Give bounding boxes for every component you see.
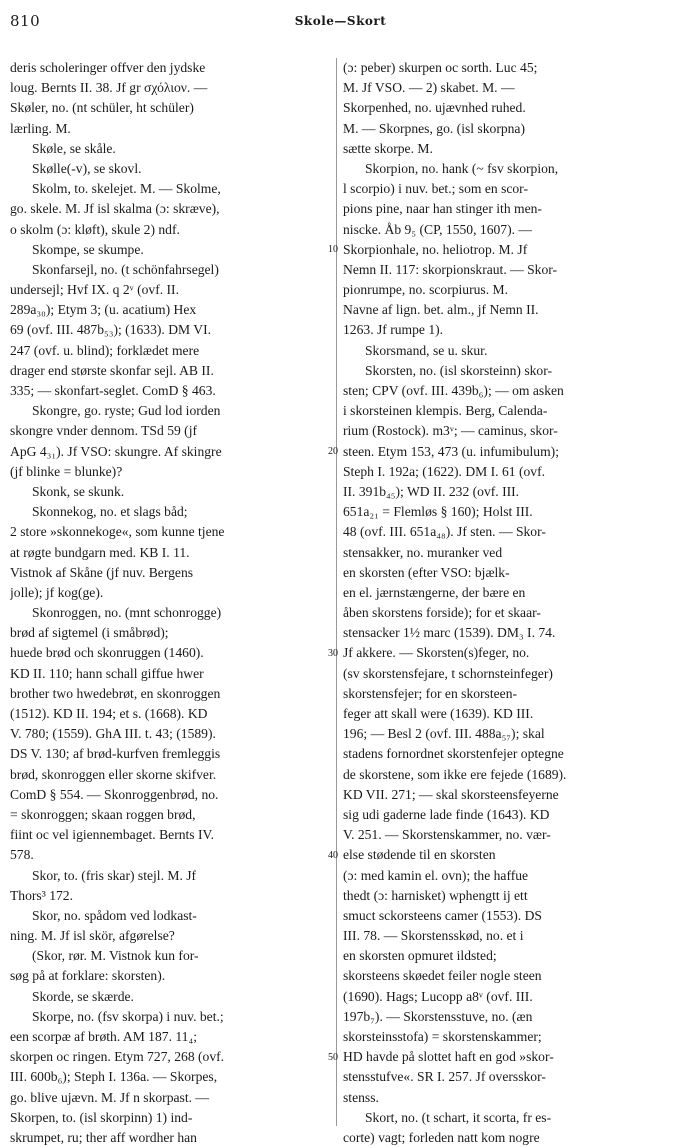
text-line: Skonnekog, no. et slags båd;: [32, 504, 188, 520]
text-line: 335; — skonfart-seglet. ComD § 463.: [10, 383, 216, 398]
text-line: Skor, no. spådom ved lodkast-: [32, 907, 197, 923]
text-line: Skongre, go. ryste; Gud lod iorden: [32, 403, 221, 419]
text-line: III. 600b₆); Steph I. 136a. — Skorpes,: [10, 1069, 218, 1085]
text-line: Skøler, no. (nt schüler, ht schüler): [10, 100, 194, 116]
text-line: brother two hwedebrøt, en skonroggen: [10, 685, 221, 701]
line-number: 20: [328, 445, 338, 457]
text-line: skorsteens skøedet feiler nogle steen: [343, 968, 542, 984]
text-line: 247 (ovf. u. blind); forklædet mere: [10, 342, 200, 358]
text-line: pions pine, naar han stinger ith men-: [343, 201, 542, 217]
text-line: rium (Rostock). m3ᵛ; — caminus, skor-: [343, 423, 558, 439]
text-line: Skølle(-v), se skovl.: [32, 160, 142, 176]
text-line: skorsteinsstofa) = skorstenskammer;: [343, 1029, 542, 1044]
text-line: steen. Etym 153, 473 (u. infumibulum);: [343, 443, 559, 459]
text-line: een scorpæ af brøth. AM 187. 11₄;: [10, 1029, 197, 1044]
text-line: Vistnok af Skåne (jf nuv. Bergens: [10, 564, 194, 580]
page-header: [0, 0, 681, 40]
text-line: søg på at forklare: skorsten).: [10, 968, 166, 984]
text-line: thedt (ɔ: harnisket) wphengtt ij ett: [343, 887, 528, 903]
text-line: (Skor, rør. M. Vistnok kun for-: [32, 948, 199, 964]
running-head: Skole—Skort: [294, 14, 387, 28]
text-line: Skonk, se skunk.: [32, 483, 125, 499]
text-line: Jf akkere. — Skorsten(s)feger, no.: [343, 645, 530, 661]
text-line: loug. Bernts II. 38. Jf gr σχόλιον. —: [10, 80, 208, 96]
text-line: 578.: [10, 847, 34, 863]
text-line: niscke. Åb 9₅ (CP, 1550, 1607). —: [343, 221, 533, 237]
text-line: ApG 4₃₁). Jf VSO: skungre. Af skingre: [10, 443, 222, 459]
text-line: skorpen oc ringen. Etym 727, 268 (ovf.: [10, 1049, 225, 1065]
text-line: HD havde på slottet haft en god »skor-: [343, 1049, 554, 1065]
line-number: 10: [328, 243, 338, 255]
text-line: Skort, no. (t schart, it scorta, fr es-: [365, 1109, 552, 1125]
text-line: Skorde, se skærde.: [32, 988, 134, 1004]
text-line: stensakker, no. muranker ved: [343, 544, 503, 560]
text-line: Skorpenhed, no. ujævnhed ruhed.: [343, 100, 526, 116]
text-line: (ɔ: peber) skurpen oc sorth. Luc 45;: [343, 60, 538, 75]
text-line: Skolm, to. skelejet. M. — Skolme,: [32, 181, 221, 197]
text-line: fiint oc vel igiennembaget. Bernts IV.: [10, 827, 214, 843]
text-line: 197b₇). — Skorstensstuve, no. (æn: [343, 1008, 533, 1024]
text-line: skongre vnder dennom. TSd 59 (jf: [10, 423, 198, 439]
text-line: huede brød och skonruggen (1460).: [10, 645, 204, 661]
text-line: Skorpionhale, no. heliotrop. M. Jf: [343, 241, 528, 257]
right-column: [343, 58, 673, 1148]
text-line: KD II. 110; hann schall giffue hwer: [10, 665, 204, 681]
line-number: 30: [328, 647, 338, 659]
text-line: sig udi gaderne lade finde (1643). KD: [343, 806, 550, 822]
page-number: 810: [10, 12, 41, 30]
text-line: Skonroggen, no. (mnt schonrogge): [32, 605, 222, 621]
text-line: smuct sckorsteens camer (1553). DS: [343, 907, 542, 923]
text-line: undersejl; Hvf IX. q 2ᵛ (ovf. II.: [10, 282, 179, 298]
text-line: i skorsteinen klempis. Berg, Calenda-: [343, 403, 548, 419]
text-line: Skor, to. (fris skar) stejl. M. Jf: [32, 867, 197, 883]
text-line: Skorpion, no. hank (~ fsv skorpion,: [365, 160, 559, 176]
text-line: de skorstene, som ikke ere fejede (1689).: [343, 766, 567, 782]
text-line: 2 store »skonnekoge«, som kunne tjene: [10, 524, 225, 540]
text-line: else stødende til en skorsten: [343, 847, 496, 863]
text-line: Navne af lign. bet. alm., jf Nemn II.: [343, 302, 539, 318]
text-line: M. — Skorpnes, go. (isl skorpna): [343, 120, 525, 136]
text-line: jolle); jf kog(ge).: [10, 584, 104, 600]
text-line: Skorsmand, se u. skur.: [365, 342, 488, 358]
text-line: sten; CPV (ovf. III. 439b₆); — om asken: [343, 383, 564, 398]
left-column: [10, 58, 332, 1148]
text-line: Steph I. 192a; (1622). DM I. 61 (ovf.: [343, 463, 545, 479]
text-line: 48 (ovf. III. 651a₄₈). Jf sten. — Skor-: [343, 524, 546, 540]
text-line: (1512). KD II. 194; et s. (1668). KD: [10, 706, 208, 721]
text-line: feger att skall were (1639). KD III.: [343, 706, 534, 721]
text-line: = skonroggen; skaan roggen brød,: [10, 806, 196, 822]
text-line: stenss.: [343, 1089, 379, 1105]
text-line: (1690). Hags; Lucopp a8ᵛ (ovf. III.: [343, 988, 533, 1004]
text-line: stadens fornordnet skorstenfejer optegne: [343, 746, 564, 762]
text-line: drager end største skonfar sejl. AB II.: [10, 362, 214, 378]
text-line: ning. M. Jf isl skör, afgørelse?: [10, 928, 175, 944]
text-line: skorstensfejer; for en skorsteen-: [343, 685, 518, 701]
line-number: 40: [328, 849, 338, 861]
text-line: (sv skorstensfejare, t schornsteinfeger): [343, 665, 553, 681]
column-divider: [336, 58, 337, 1126]
text-line: Thors³ 172.: [10, 887, 73, 903]
line-number: 50: [328, 1051, 338, 1063]
text-line: Skorpen, to. (isl skorpinn) 1) ind-: [10, 1109, 193, 1125]
text-line: V. 780; (1559). GhA III. t. 43; (1589).: [10, 726, 216, 742]
text-line: 289a₃₀); Etym 3; (u. acatium) Hex: [10, 302, 197, 318]
text-line: Skøle, se skåle.: [32, 140, 116, 156]
text-line: 1263. Jf rumpe 1).: [343, 322, 444, 338]
text-line: 69 (ovf. III. 487b₅₃); (1633). DM VI.: [10, 322, 212, 338]
text-line: pionrumpe, no. scorpiurus. M.: [343, 282, 508, 298]
text-line: Skorsten, no. (isl skorsteinn) skor-: [365, 362, 553, 378]
text-line: sætte skorpe. M.: [343, 140, 433, 156]
text-line: skrumpet, ru; ther aff wordher han: [10, 1129, 197, 1145]
text-line: Nemn II. 117: skorpionskraut. — Skor-: [343, 261, 558, 277]
text-line: KD VII. 271; — skal skorsteensfeyerne: [343, 786, 559, 802]
text-line: o skolm (ɔ: kløft), skule 2) ndf.: [10, 221, 180, 237]
text-line: M. Jf VSO. — 2) skabet. M. —: [343, 80, 515, 96]
text-line: DS V. 130; af brød-kurfven fremleggis: [10, 746, 221, 762]
text-line: go. blive ujævn. M. Jf n skorpast. —: [10, 1089, 209, 1105]
text-line: en skorsten (efter VSO: bjælk-: [343, 564, 510, 580]
text-line: go. skele. M. Jf isl skalma (ɔ: skræve),: [10, 201, 220, 217]
text-line: (ɔ: med kamin el. ovn); the haffue: [343, 867, 529, 883]
text-line: brød af sigtemel (i småbrød);: [10, 625, 169, 641]
text-line: ComD § 554. — Skonroggenbrød, no.: [10, 786, 219, 802]
text-line: 196; — Besl 2 (ovf. III. 488a₅₇); skal: [343, 726, 545, 742]
text-line: deris scholeringer offver den jydske: [10, 60, 206, 75]
text-line: (jf blinke = blunke)?: [10, 463, 123, 479]
text-line: II. 391b₄₅); WD II. 232 (ovf. III.: [343, 483, 520, 499]
text-line: Skompe, se skumpe.: [32, 241, 144, 257]
text-line: corte) vagt; forleden natt kom nogre: [343, 1129, 540, 1145]
text-line: Skorpe, no. (fsv skorpa) i nuv. bet.;: [32, 1008, 224, 1024]
text-line: stensstufve«. SR I. 257. Jf oversskor-: [343, 1069, 546, 1085]
text-line: en el. jærnstængerne, der bære en: [343, 584, 526, 600]
text-line: Skonfarsejl, no. (t schönfahrsegel): [32, 261, 219, 277]
text-line: 651a₂₁ = Flemløs § 160); Holst III.: [343, 504, 533, 520]
text-line: III. 78. — Skorstensskød, no. et i: [343, 928, 524, 944]
text-line: at røgte bundgarn med. KB I. 11.: [10, 544, 190, 560]
text-line: brød, skonroggen eller skorne skifver.: [10, 766, 217, 782]
text-line: stensacker 1½ marc (1539). DM₃ I. 74.: [343, 625, 556, 641]
text-line: l scorpio) i nuv. bet.; som en scor-: [343, 181, 528, 197]
text-line: lærling. M.: [10, 120, 71, 136]
text-line: en skorsten opmuret ildsted;: [343, 948, 497, 964]
text-line: åben skorstens forside); for et skaar-: [343, 605, 541, 621]
text-line: V. 251. — Skorstenskammer, no. vær-: [343, 827, 551, 843]
